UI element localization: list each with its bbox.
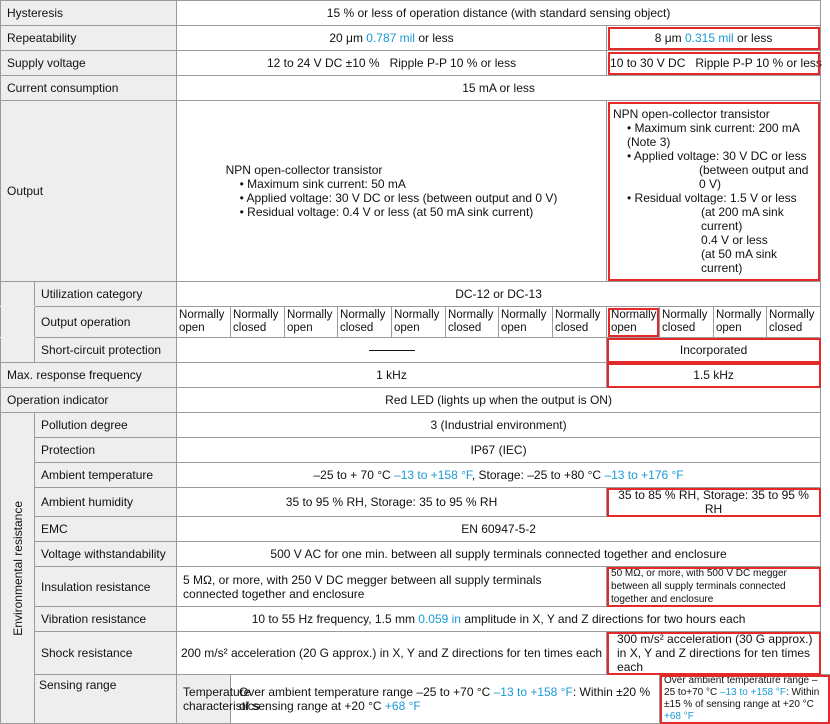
insulation-std: 5 MΩ, or more, with 250 V DC megger between all supply terminals connected together and enclosure — [177, 567, 607, 607]
emc-label: EMC — [35, 517, 177, 542]
repeatability-label: Repeatability — [1, 26, 177, 51]
row-utilization — [1, 282, 830, 307]
sensing-range-label: Sensing range — [35, 675, 177, 724]
withstand-value: 500 V AC for one min. between all supply terminals connected together and enclosure — [177, 542, 821, 567]
row-ambient-temperature — [1, 463, 830, 488]
indicator-value: Red LED (lights up when the output is ON) — [177, 388, 821, 413]
output-new — [607, 101, 821, 282]
output-new-line: • Maximum sink current: 200 mA (Note 3) — [627, 121, 800, 149]
output-operation-cell: Normally closed — [767, 307, 821, 338]
repeatability-std: 20 μm 0.787 mil or less — [177, 26, 607, 51]
ambient-temperature-label: Ambient temperature — [35, 463, 177, 488]
row-temperature-characteristics — [1, 675, 830, 724]
short-circuit-std — [177, 338, 607, 363]
withstand-label: Voltage withstandability — [35, 542, 177, 567]
humidity-std: 35 to 95 % RH, Storage: 35 to 95 % RH — [177, 488, 607, 517]
output-operation-cell: Normally closed — [553, 307, 607, 338]
shock-label: Shock resistance — [35, 632, 177, 675]
humidity-label: Ambient humidity — [35, 488, 177, 517]
repeatability-new: 8 μm 0.315 mil or less — [607, 26, 821, 51]
output-operation-cell: Normally closed — [231, 307, 285, 338]
response-label: Max. response frequency — [1, 363, 177, 388]
output-operation-cell: Normally open — [392, 307, 446, 338]
supply-voltage-label: Supply voltage — [1, 51, 177, 76]
output-operation-cell: Normally open — [607, 307, 660, 338]
output-new-line: • Applied voltage: 30 V DC or less — [627, 149, 807, 163]
row-pollution — [1, 413, 830, 438]
temperature-characteristics-label: Temperature characteristics — [177, 675, 231, 724]
short-circuit-new: Incorporated — [607, 338, 821, 363]
row-shock — [1, 632, 830, 675]
row-repeatability — [1, 26, 830, 51]
output-std-item: • Residual voltage: 0.4 V or less (at 50 mA sink current) — [239, 205, 534, 219]
indicator-label: Operation indicator — [1, 388, 177, 413]
output-std-item: • Applied voltage: 30 V DC or less (between output and 0 V) — [239, 191, 558, 205]
shock-new: 300 m/s² acceleration (30 G approx.) in X, Y and Z directions for ten times each — [607, 632, 821, 675]
row-insulation — [1, 567, 830, 607]
emc-value: EN 60947-5-2 — [177, 517, 821, 542]
output-label: Output — [1, 101, 177, 282]
insulation-new: 50 MΩ, or more, with 500 V DC megger between all supply terminals connected together and enclosure — [607, 567, 821, 607]
output-operation-cell: Normally closed — [660, 307, 714, 338]
output-std-item: • Maximum sink current: 50 mA — [239, 177, 406, 191]
shock-std: 200 m/s² acceleration (20 G approx.) in X, Y and Z directions for ten times each — [177, 632, 607, 675]
output-new-line: NPN open-collector transistor — [613, 107, 770, 121]
row-response — [1, 363, 830, 388]
insulation-label: Insulation resistance — [35, 567, 177, 607]
row-short-circuit — [1, 338, 830, 363]
temperature-characteristics-std: Over ambient temperature range –25 to +70 °C –13 to +158 °F: Within ±20 % of sensing range at +20 °C +68 °F — [231, 675, 660, 724]
output-new-line: (at 200 mA sink current) — [701, 205, 784, 233]
output-std-title: NPN open-collector transistor — [225, 163, 383, 177]
output-new-line: (at 50 mA sink current) — [701, 247, 778, 275]
output-operation-cell: Normally closed — [446, 307, 499, 338]
row-emc — [1, 517, 830, 542]
response-std: 1 kHz — [177, 363, 607, 388]
output-operation-cell: Normally closed — [338, 307, 392, 338]
hysteresis-label: Hysteresis — [1, 1, 177, 26]
row-withstand — [1, 542, 830, 567]
output-new-line: • Residual voltage: 1.5 V or less — [627, 191, 797, 205]
row-indicator — [1, 388, 830, 413]
row-vibration — [1, 607, 830, 632]
current-label: Current consumption — [1, 76, 177, 101]
protection-label: Protection — [35, 438, 177, 463]
dash-line — [369, 350, 415, 351]
row-output — [1, 101, 830, 282]
output-operation-cell: Normally open — [285, 307, 338, 338]
output-operation-cell: Normally open — [714, 307, 767, 338]
utilization-value: DC-12 or DC-13 — [177, 282, 821, 307]
pollution-label: Pollution degree — [35, 413, 177, 438]
output-operation-label: Output operation — [35, 307, 177, 338]
row-hysteresis — [1, 1, 830, 26]
humidity-new: 35 to 85 % RH, Storage: 35 to 95 % RH — [607, 488, 821, 517]
row-current — [1, 76, 830, 101]
pollution-value: 3 (Industrial environment) — [177, 413, 821, 438]
short-circuit-label: Short-circuit protection — [35, 338, 177, 363]
row-humidity — [1, 488, 830, 517]
utilization-label: Utilization category — [35, 282, 177, 307]
hysteresis-value: 15 % or less of operation distance (with standard sensing object) — [177, 1, 821, 26]
row-output-operation — [1, 307, 830, 338]
output-operation-cell: Normally open — [177, 307, 231, 338]
supply-voltage-new: 10 to 30 V DC Ripple P-P 10 % or less — [607, 51, 821, 76]
temperature-characteristics-new: Over ambient temperature range –25 to+70 °C –13 to +158 °F: Within ±15 % of sensing range at +20 °C +68 °F — [660, 675, 830, 724]
vibration-label: Vibration resistance — [35, 607, 177, 632]
vibration-value: 10 to 55 Hz frequency, 1.5 mm 0.059 in amplitude in X, Y and Z directions for two hours each — [177, 607, 821, 632]
output-operation-cell: Normally open — [499, 307, 553, 338]
row-supply-voltage — [1, 51, 830, 76]
current-value: 15 mA or less — [177, 76, 821, 101]
response-new: 1.5 kHz — [607, 363, 821, 388]
output-new-line: (between output and 0 V) — [699, 163, 809, 191]
output-new-line: 0.4 V or less — [701, 233, 768, 247]
output-std — [177, 101, 607, 282]
row-protection — [1, 438, 830, 463]
environmental-resistance-label: Environmental resistance — [1, 413, 35, 724]
protection-value: IP67 (IEC) — [177, 438, 821, 463]
supply-voltage-std: 12 to 24 V DC ±10 % Ripple P-P 10 % or less — [177, 51, 607, 76]
ambient-temperature-value: –25 to + 70 °C –13 to +158 °F, Storage: –25 to +80 °C –13 to +176 °F — [177, 463, 821, 488]
